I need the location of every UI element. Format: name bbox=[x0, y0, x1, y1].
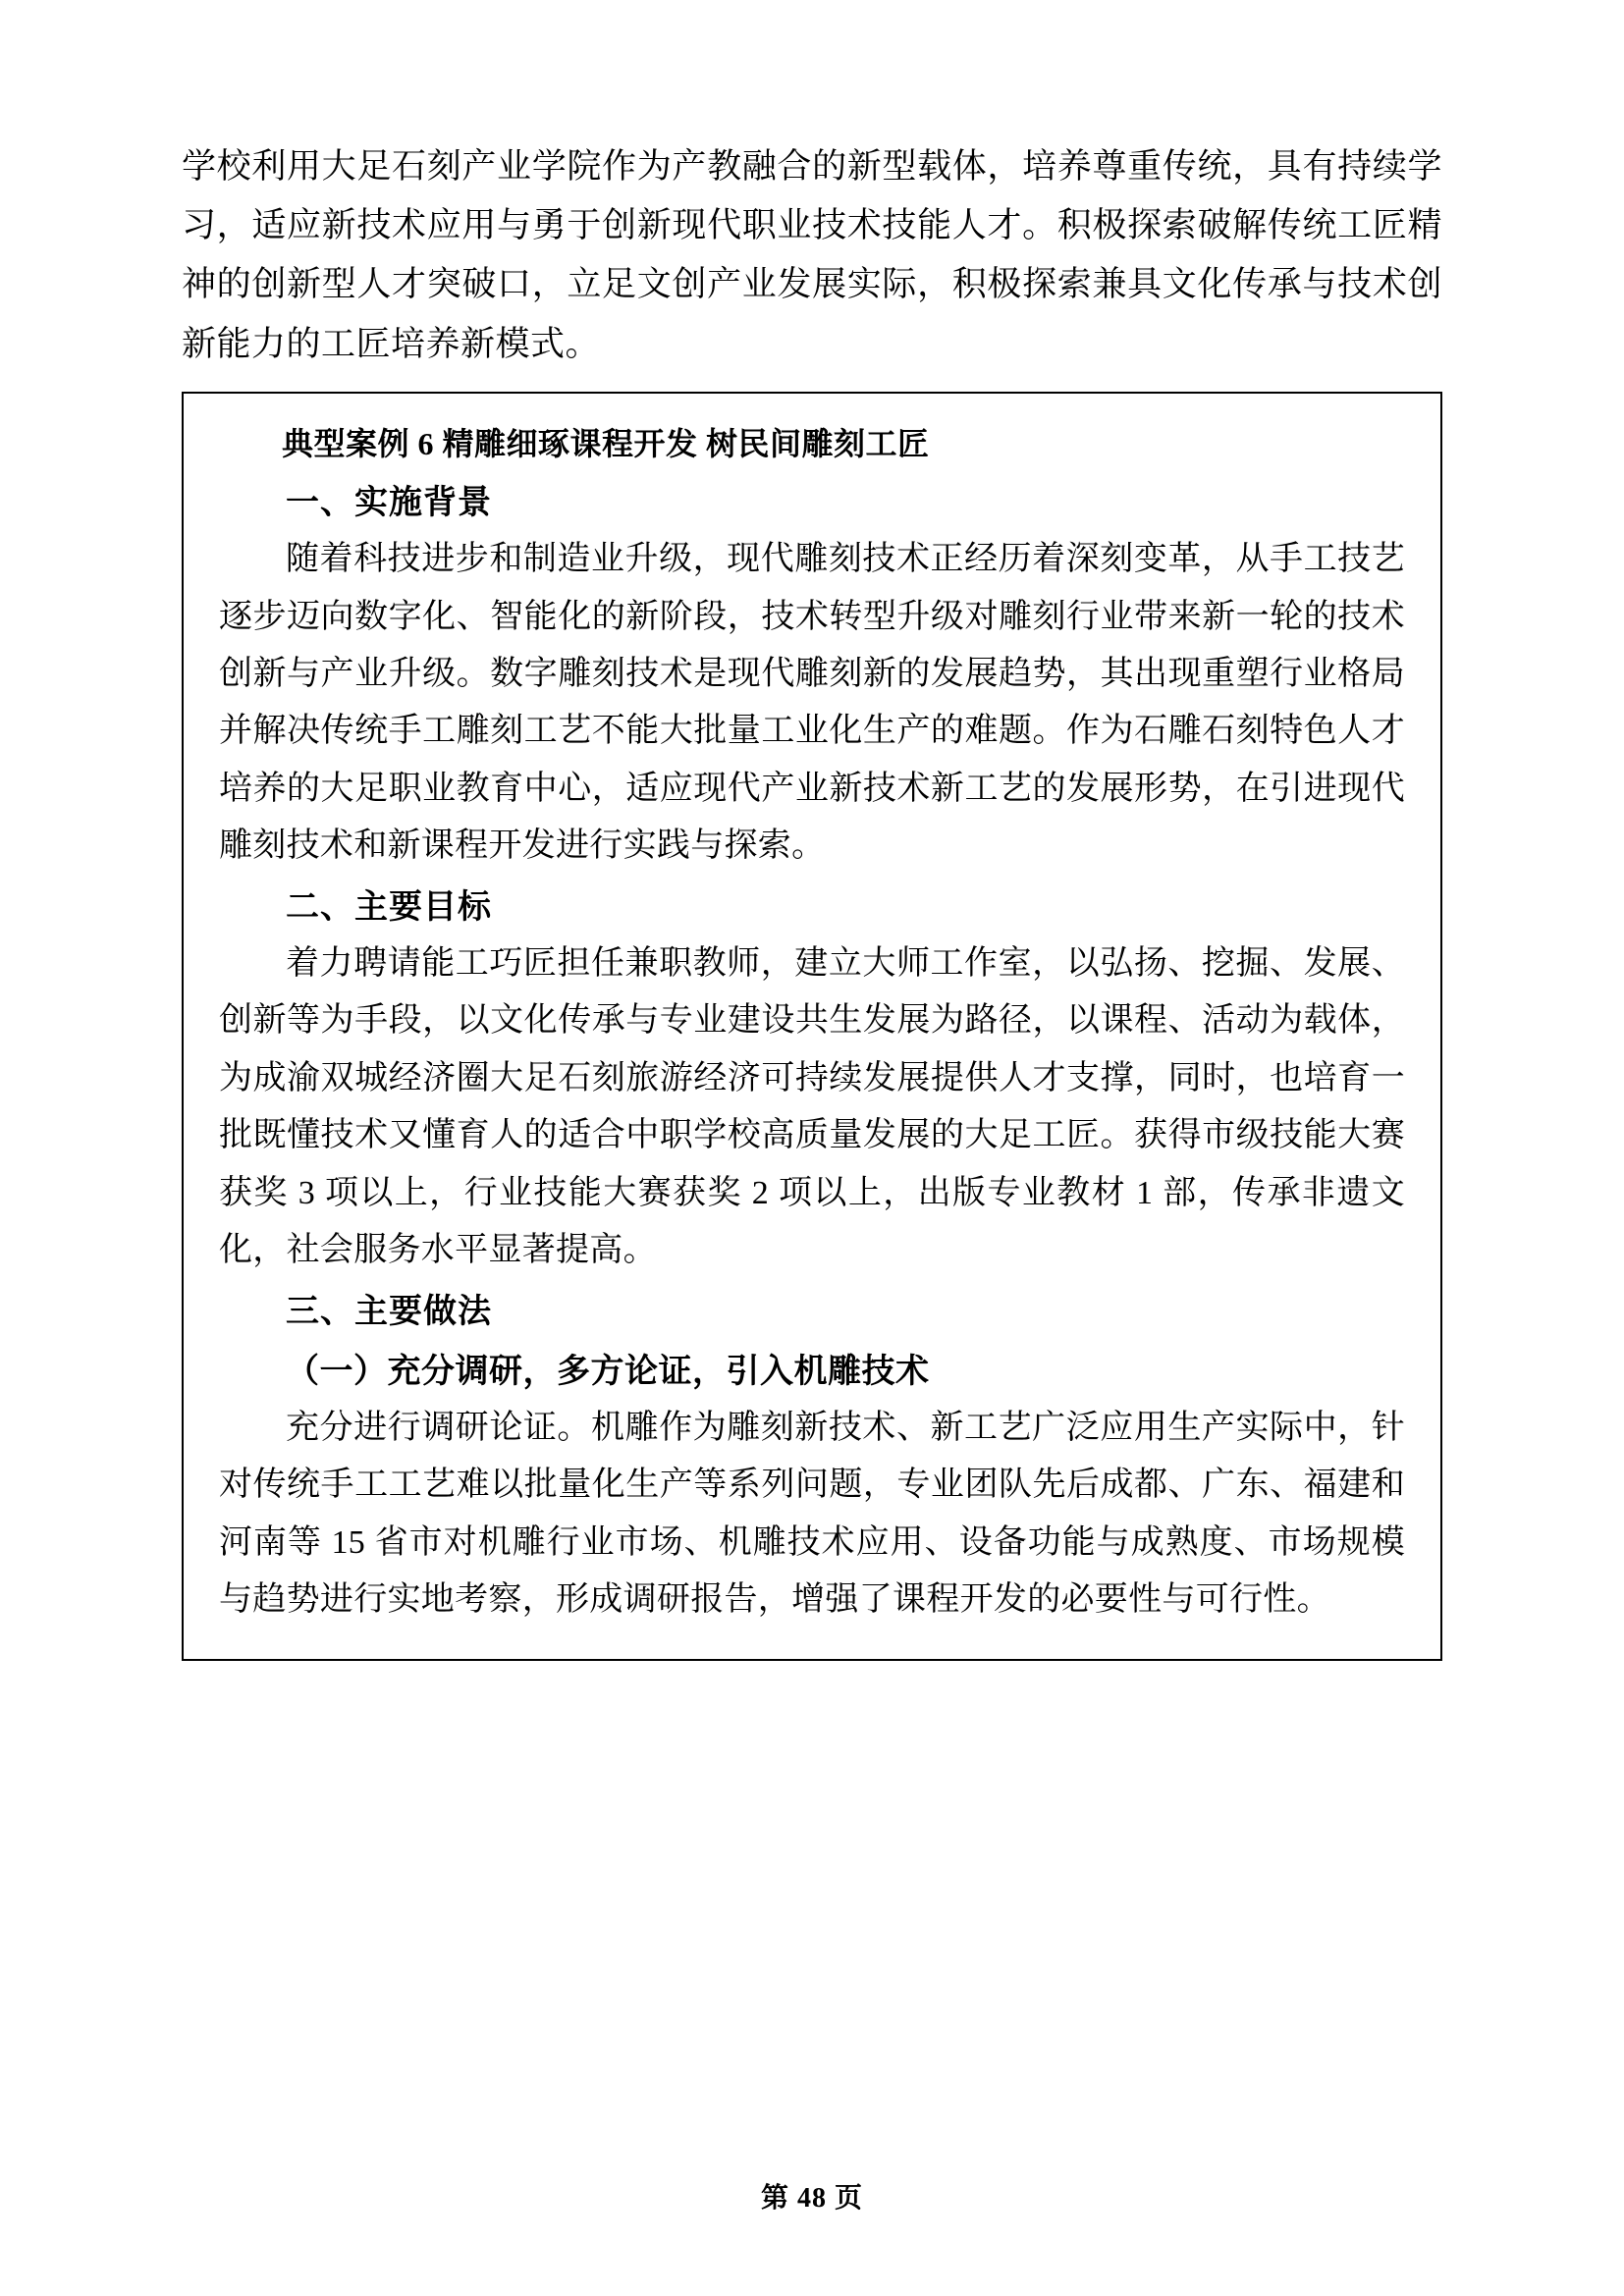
section-paragraph-background: 随着科技进步和制造业升级，现代雕刻技术正经历着深刻变革，从手工技艺逐步迈向数字化、智能化的新阶段，技术转型升级对雕刻行业带来新一轮的技术创新与产业升级。数字雕刻技术是现代雕刻新的发展趋势，其出现重塑行业格局并解决传统手工雕刻工艺不能大批量工业化生产的难题。作为石雕石刻特色人才培养的大足职业教育中心，适应现代产业新技术新工艺的发展形势，在引进现代雕刻技术和新课程开发进行实践与探索。 bbox=[219, 541, 1405, 865]
section-paragraph-objectives: 着力聘请能工巧匠担任兼职教师，建立大师工作室，以弘扬、挖掘、发展、创新等为手段，以文化传承与专业建设共生发展为路径，以课程、活动为载体，为成渝双城经济圈大足石刻旅游经济可持续发展提供人才支撑，同时，也培育一批既懂技术又懂育人的适合中职学校高质量发展的大足工匠。获得市级技能大赛获奖 3 项以上，行业技能大赛获奖 2 项以上，出版专业教材 1 部，传承非遗文化，社会服务水平显著提高。 bbox=[219, 944, 1405, 1269]
intro-paragraph: 学校利用大足石刻产业学院作为产教融合的新型载体，培养尊重传统，具有持续学习，适应新技术应用与勇于创新现代职业技术技能人才。积极探索破解传统工匠精神的创新型人才突破口，立足文创产业发展实际，积极探索兼具文化传承与技术创新能力的工匠培养新模式。 bbox=[182, 147, 1442, 363]
page-number: 第 48 页 bbox=[760, 2183, 863, 2214]
section-heading-objectives: 二、主要目标 bbox=[286, 888, 492, 926]
subsection-paragraph-research: 充分进行调研论证。机雕作为雕刻新技术、新工艺广泛应用生产实际中，针对传统手工工艺难以批量化生产等系列问题，专业团队先后成都、广东、福建和河南等 15 省市对机雕行业市场、机雕技术应用、设备功能与成熟度、市场规模与趋势进行实地考察，形成调研报告，增强了课程开发的必要性与可行性。 bbox=[219, 1410, 1405, 1619]
section-heading-methods: 三、主要做法 bbox=[286, 1293, 492, 1330]
section-heading-background: 一、实施背景 bbox=[286, 484, 492, 521]
case-study-title: 典型案例 6 精雕细琢课程开发 树民间雕刻工匠 bbox=[282, 425, 930, 461]
case-study-box bbox=[182, 392, 1442, 1661]
subsection-heading-research: （一）充分调研，多方论证，引入机雕技术 bbox=[286, 1353, 930, 1390]
